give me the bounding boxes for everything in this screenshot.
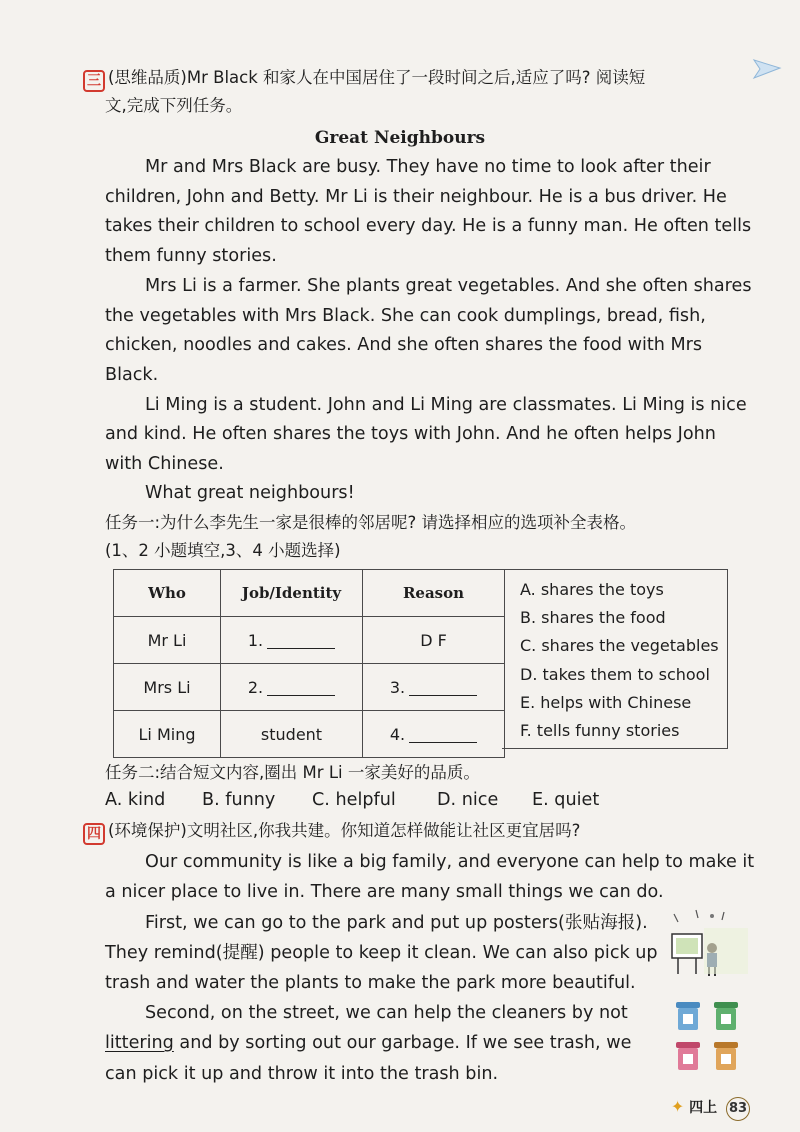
- cell-who: Li Ming: [114, 711, 221, 758]
- header-job: Job/Identity: [221, 570, 363, 617]
- choice-funny[interactable]: B. funny: [202, 790, 276, 810]
- recycle-bin-icon: [676, 1002, 700, 1030]
- page-footer: ✦ 四上 83: [671, 1097, 750, 1121]
- choice-nice[interactable]: D. nice: [437, 790, 499, 810]
- header-reason: Reason: [363, 570, 505, 617]
- passage-line: Second, on the street, we can help the cleaners by not: [145, 1003, 628, 1023]
- passage-line: takes their children to school every day. He is a funny man. He often tells: [105, 216, 752, 236]
- trash-bins-illustration: [670, 998, 750, 1078]
- answer-blank[interactable]: [267, 681, 335, 696]
- section-number-badge: 四: [83, 823, 105, 845]
- cell-who: Mrs Li: [114, 664, 221, 711]
- passage-line: a nicer place to live in. There are many small things we can do.: [105, 882, 664, 902]
- passage-line: Our community is like a big family, and everyone can help to make it: [145, 852, 755, 872]
- task1-note: (1、2 小题填空,3、4 小题选择): [105, 541, 341, 560]
- passage-line: the vegetables with Mrs Black. She can cook dumplings, bread, fish,: [105, 306, 706, 326]
- answer-blank[interactable]: [267, 634, 335, 649]
- bird-icon: ✦: [670, 1097, 685, 1116]
- option-item: F. tells funny stories: [520, 721, 680, 741]
- passage-title: Great Neighbours: [314, 128, 486, 148]
- passage-line: Mr and Mrs Black are busy. They have no time to look after their: [145, 157, 711, 177]
- table-row: [114, 664, 505, 711]
- section3-heading: 三 (思维品质)Mr Black 和家人在中国居住了一段时间之后,适应了吗? 阅读短: [83, 66, 645, 92]
- option-item: E. helps with Chinese: [520, 692, 692, 712]
- option-item: B. shares the food: [520, 608, 666, 628]
- cell-job[interactable]: 1.: [221, 617, 363, 664]
- cell-reason: D F: [363, 617, 505, 664]
- passage-line: Mrs Li is a farmer. She plants great vegetables. And she often shares: [145, 276, 752, 296]
- table-row: [114, 711, 505, 758]
- section-number-badge: 三: [83, 70, 105, 92]
- cell-job: student: [221, 711, 363, 758]
- page-number: 83: [726, 1097, 750, 1121]
- option-item: D. takes them to school: [520, 664, 710, 684]
- choice-helpful[interactable]: C. helpful: [312, 790, 396, 810]
- task2-instruction: 任务二:结合短文内容,圈出 Mr Li 一家美好的品质。: [105, 763, 480, 782]
- section3-heading-cont: 文,完成下列任务。: [105, 96, 243, 115]
- option-item: C. shares the vegetables: [520, 636, 719, 656]
- other-waste-bin-icon: [714, 1042, 738, 1070]
- passage-line: First, we can go to the park and put up posters(张贴海报).: [145, 913, 648, 933]
- passage-line: and kind. He often shares the toys with John. And he often helps John: [105, 424, 716, 444]
- options-box: [502, 569, 728, 749]
- choice-kind[interactable]: A. kind: [105, 790, 166, 810]
- passage-line: What great neighbours!: [145, 483, 355, 503]
- cell-who: Mr Li: [114, 617, 221, 664]
- paper-plane-icon: [752, 56, 782, 82]
- passage-line: littering and by sorting out our garbage. If we see trash, we: [105, 1033, 632, 1053]
- header-who: Who: [114, 570, 221, 617]
- passage-line: can pick it up and throw it into the trash bin.: [105, 1064, 499, 1084]
- table-row: [114, 617, 505, 664]
- passage-line: children, John and Betty. Mr Li is their neighbour. He is a bus driver. He: [105, 187, 727, 207]
- kitchen-waste-bin-icon: [714, 1002, 738, 1030]
- cell-job[interactable]: 2.: [221, 664, 363, 711]
- cell-reason[interactable]: 4.: [363, 711, 505, 758]
- table-header-row: [114, 570, 505, 617]
- hazardous-waste-bin-icon: [676, 1042, 700, 1070]
- passage-line: trash and water the plants to make the park more beautiful.: [105, 973, 636, 993]
- underlined-word: littering: [105, 1033, 174, 1053]
- passage-line: They remind(提醒) people to keep it clean. We can also pick up: [105, 943, 658, 963]
- passage-line: Black.: [105, 365, 159, 385]
- passage-line: with Chinese.: [105, 454, 224, 474]
- park-poster-illustration: [668, 908, 750, 980]
- passage-line: Li Ming is a student. John and Li Ming are classmates. Li Ming is nice: [145, 395, 747, 415]
- passage-line: chicken, noodles and cakes. And she often shares the food with Mrs: [105, 335, 703, 355]
- answer-blank[interactable]: [409, 728, 477, 743]
- option-item: A. shares the toys: [520, 580, 664, 599]
- answer-table: [113, 569, 505, 758]
- choice-quiet[interactable]: E. quiet: [532, 790, 600, 810]
- section4-heading: 四 (环境保护)文明社区,你我共建。你知道怎样做能让社区更宜居吗?: [83, 819, 580, 845]
- passage-line: them funny stories.: [105, 246, 277, 266]
- answer-blank[interactable]: [409, 681, 477, 696]
- cell-reason[interactable]: 3.: [363, 664, 505, 711]
- task1-instruction: 任务一:为什么李先生一家是很棒的邻居呢? 请选择相应的选项补全表格。: [105, 513, 637, 532]
